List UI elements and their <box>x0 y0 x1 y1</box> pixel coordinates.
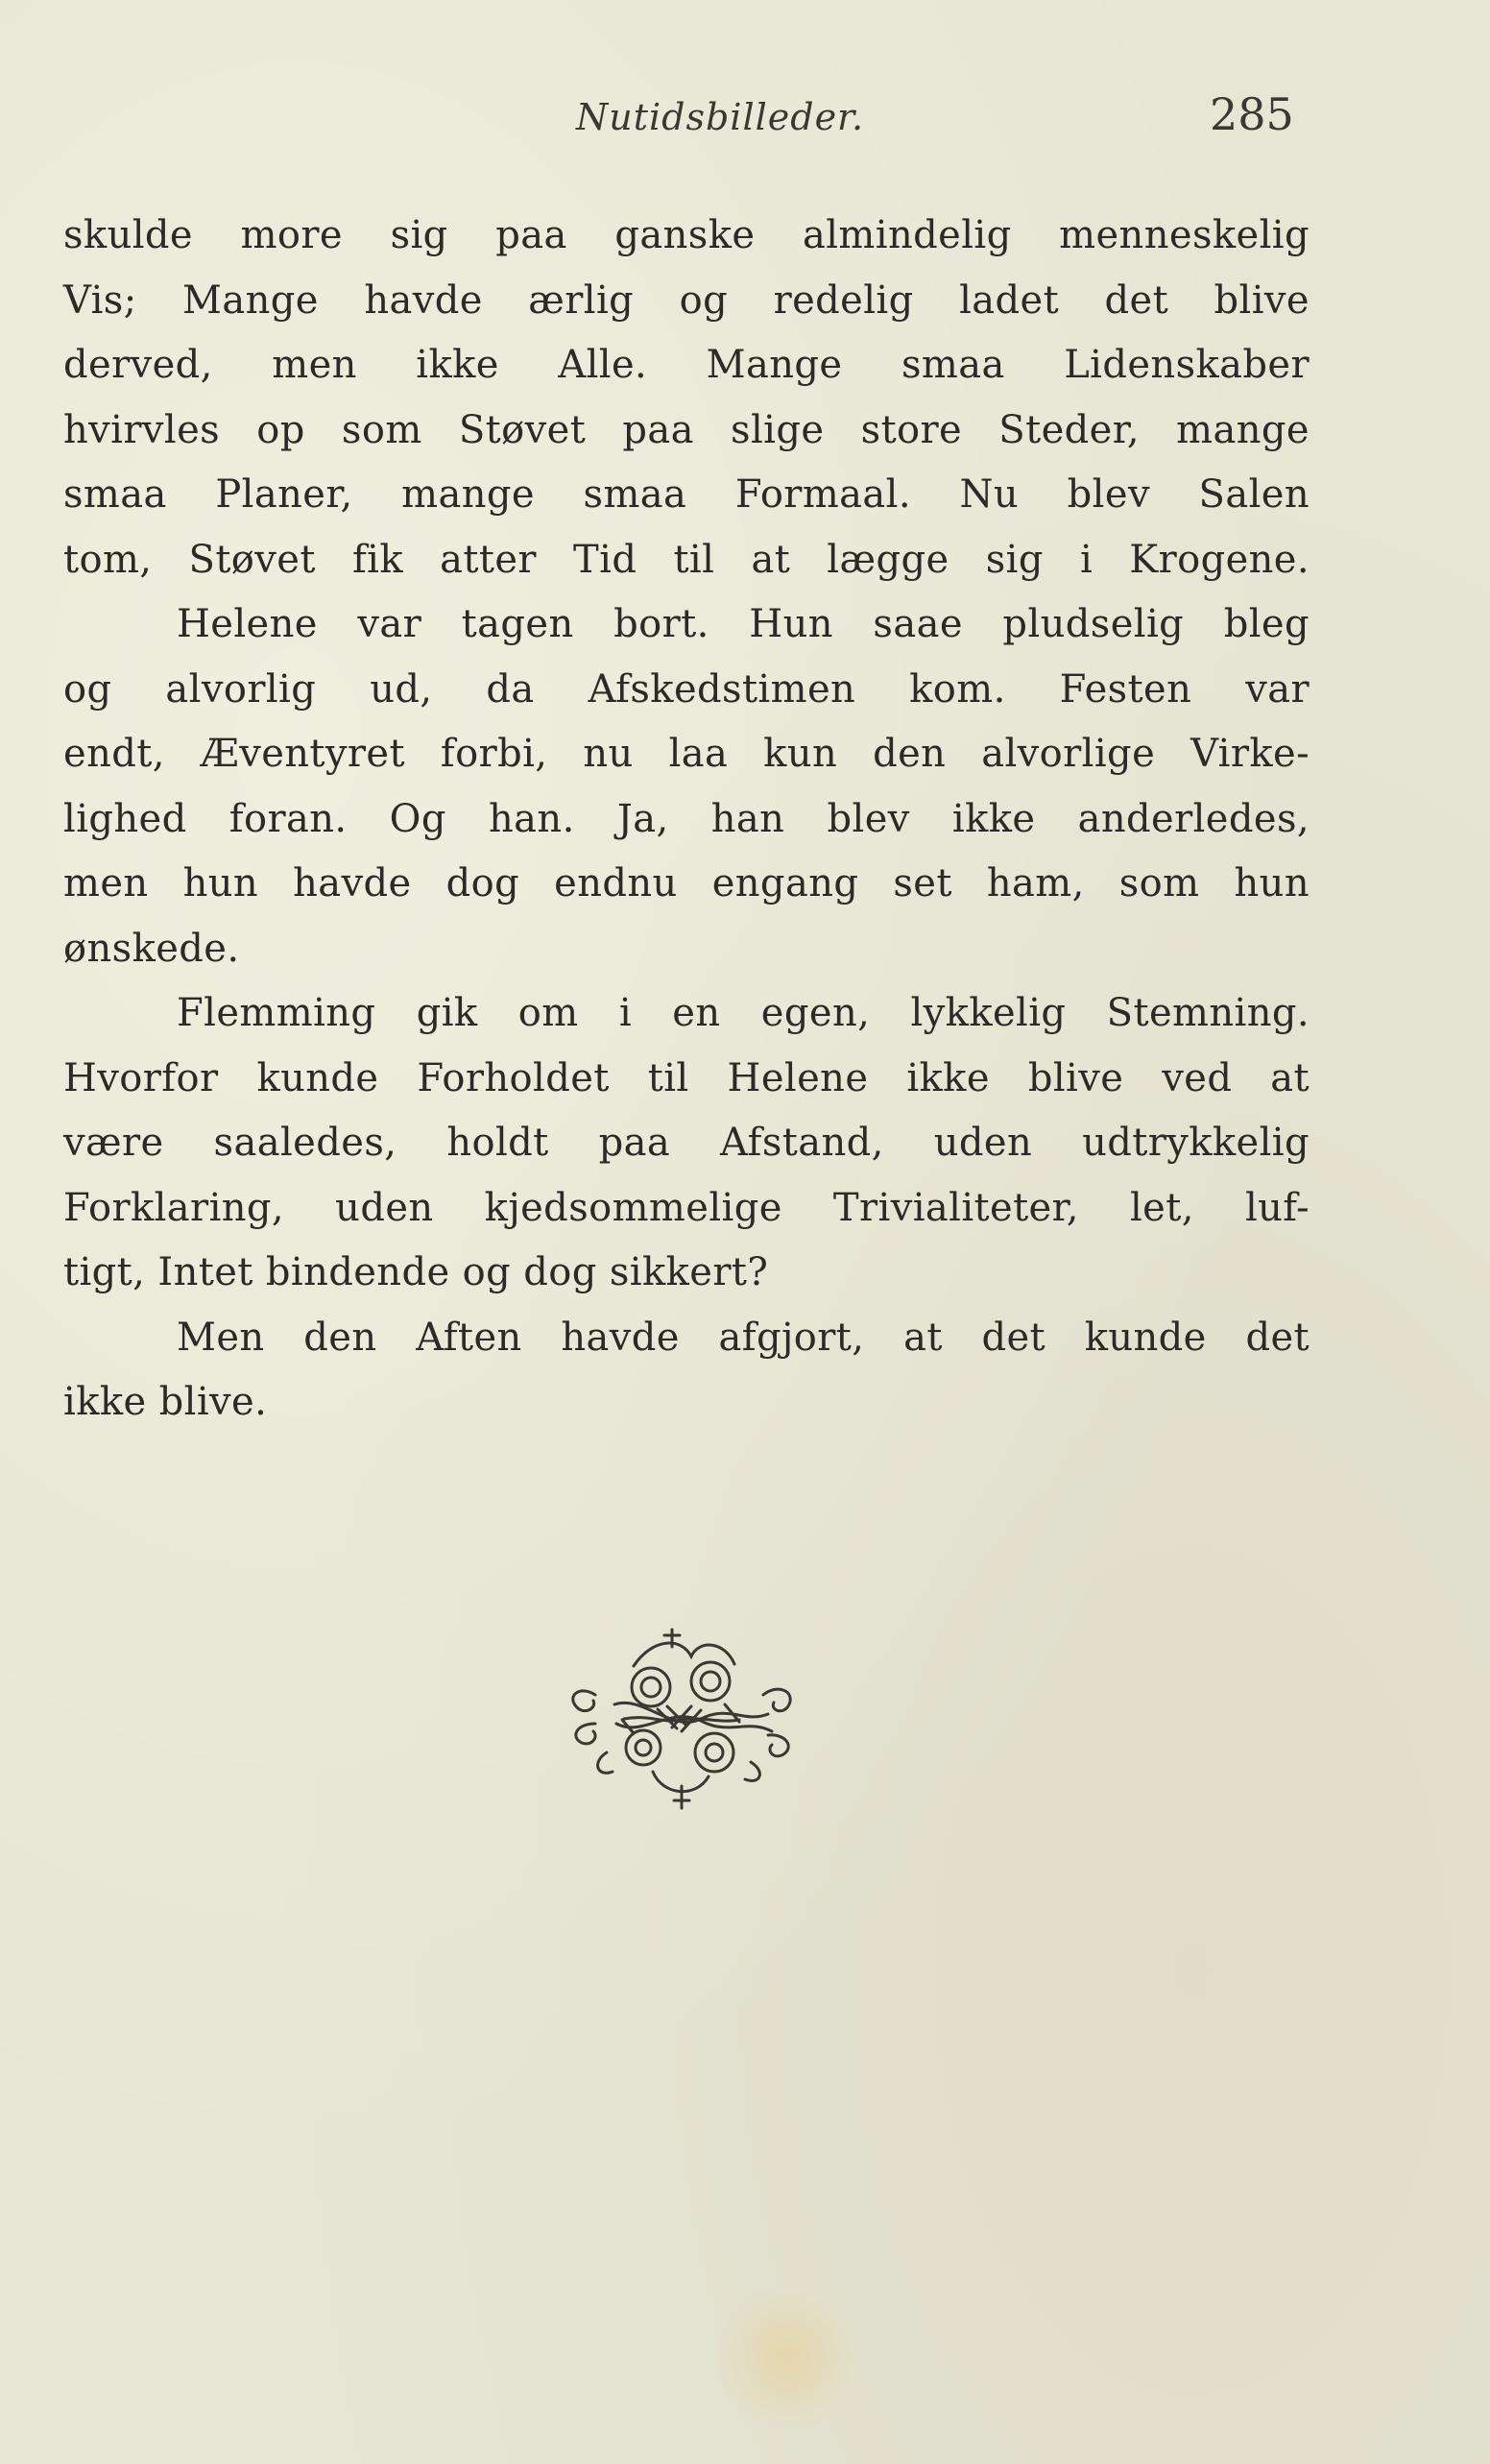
decorative-vignette-icon <box>538 1628 826 1810</box>
text-line: tom, Støvet fik atter Tid til at lægge sig i Krogene. <box>63 537 1310 582</box>
paragraph-start-line: Helene var tagen bort. Hun saae pludselig bleg <box>177 602 1310 646</box>
page-header <box>0 88 1490 146</box>
page-number: 285 <box>1210 88 1294 140</box>
text-line: smaa Planer, mange smaa Formaal. Nu blev Salen <box>63 472 1310 517</box>
text-line: endt, Æventyret forbi, nu laa kun den alvorlige Virke- <box>63 732 1310 776</box>
text-line: Hvorfor kunde Forholdet til Helene ikke blive ved at <box>63 1055 1310 1100</box>
paragraph-start-line: Flemming gik om i en egen, lykkelig Stemning. <box>177 991 1310 1035</box>
paper-stain <box>710 2285 864 2429</box>
text-line: og alvorlig ud, da Afskedstimen kom. Festen var <box>63 666 1310 712</box>
text-line: skulde more sig paa ganske almindelig menneskelig <box>63 213 1310 257</box>
body-text <box>63 204 1310 1436</box>
paragraph-end-line: ikke blive. <box>63 1380 268 1424</box>
text-line: men hun havde dog endnu engang set ham, som hun <box>63 861 1310 906</box>
paragraph-end-line: ønskede. <box>63 926 240 971</box>
paragraph-start-line: Men den Aften havde afgjort, at det kunde det <box>177 1315 1310 1360</box>
text-line: Forklaring, uden kjedsommelige Trivialiteter, let, luf- <box>63 1185 1310 1230</box>
text-line: derved, men ikke Alle. Mange smaa Lidenskaber <box>63 343 1310 387</box>
text-line: lighed foran. Og han. Ja, han blev ikke anderledes, <box>63 796 1310 841</box>
text-line: være saaledes, holdt paa Afstand, uden udtrykkelig <box>63 1121 1310 1165</box>
running-title: Nutidsbilleder. <box>576 96 865 138</box>
text-line: hvirvles op som Støvet paa slige store Steder, mange <box>63 407 1310 452</box>
paragraph-end-line: tigt, Intet bindende og dog sikkert? <box>63 1250 769 1294</box>
text-line: Vis; Mange havde ærlig og redelig ladet det blive <box>63 278 1310 323</box>
